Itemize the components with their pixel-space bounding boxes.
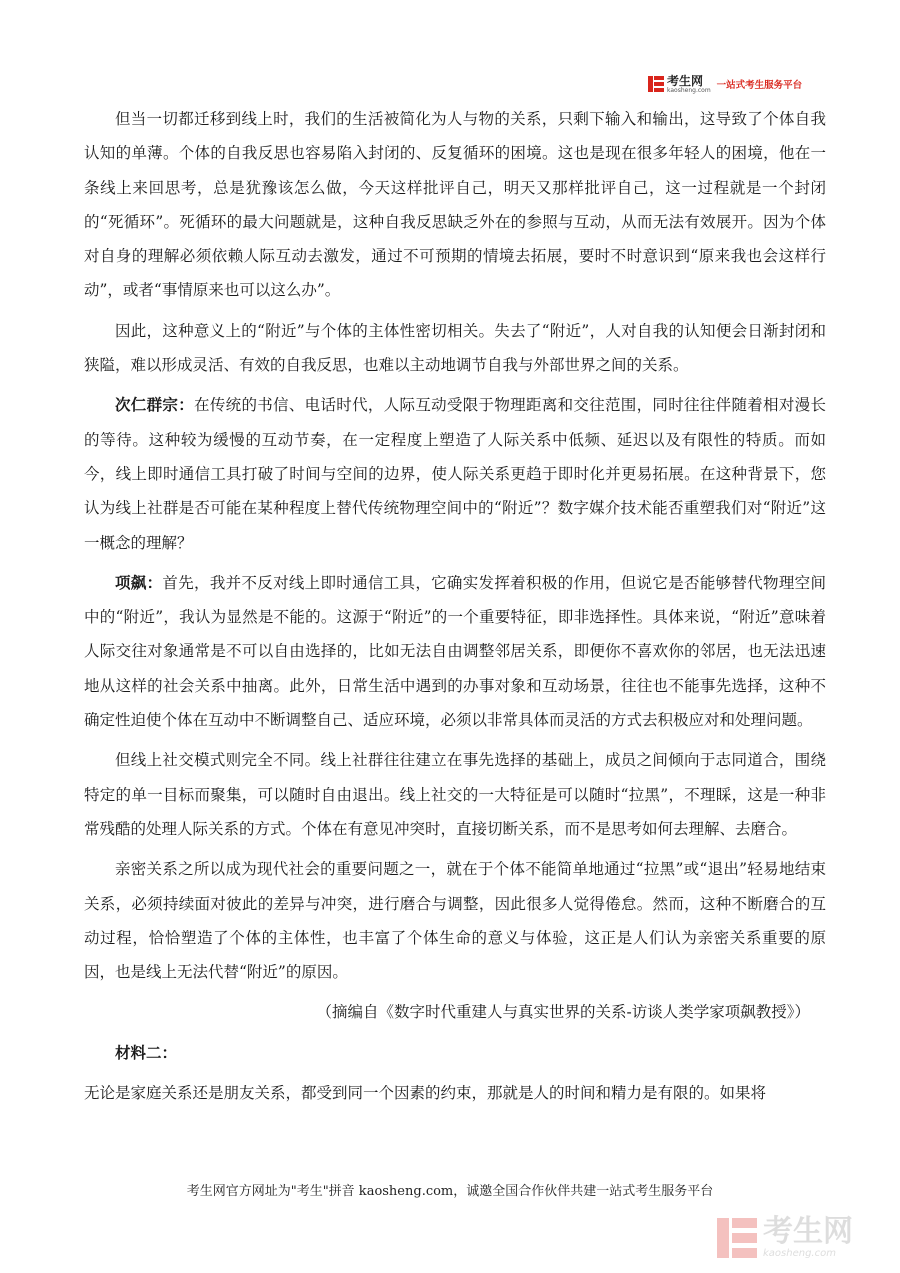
watermark [717, 1210, 887, 1265]
watermark-domain: kaosheng.com [763, 1247, 836, 1259]
kaosheng-watermark-icon [717, 1218, 757, 1258]
article-body [84, 102, 826, 1116]
paragraph: 次仁群宗：在传统的书信、电话时代，人际互动受限于物理距离和交往范围，同时往往伴随着相对漫长的等待。这种较为缓慢的互动节奏，在一定程度上塑造了人际关系中低频、延迟以及有限性的特质。而如今，线上即时通信工具打破了时间与空间的边界，使人际关系更趋于即时化并更易拓展。在这种背景下，您认为线上社群是否可能在某种程度上替代传统物理空间中的“附近”？数字媒介技术能否重塑我们对“附近”这一概念的理解？ [84, 395, 826, 552]
paragraph: 但线上社交模式则完全不同。线上社群往往建立在事先选择的基础上，成员之间倾向于志同道合，围绕特定的单一目标而聚集，可以随时自由退出。线上社交的一大特征是可以随时“拉黑”，不理睬，这是一种非常残酷的处理人际关系的方式。个体在有意见冲突时，直接切断关系，而不是思考如何去理解、去磨合。 [84, 751, 826, 838]
speaker-label: 次仁群宗： [115, 395, 195, 415]
paragraph: 但当一切都迁移到线上时，我们的生活被简化为人与物的关系，只剩下输入和输出，这导致了个体自我认知的单薄。个体的自我反思也容易陷入封闭的、反复循环的困境。这也是现在很多年轻人的困境，他在一条线上来回思考，总是犹豫该怎么做，今天这样批评自己，明天又那样批评自己，这一过程就是一个封闭的“死循环”。死循环的最大问题就是，这种自我反思缺乏外在的参照与互动，从而无法有效展开。因为个体对自身的理解必须依赖人际互动去激发，通过不可预期的情境去拓展，要时不时意识到“原来我也会这样行动”，或者“事情原来也可以这么办”。 [84, 110, 826, 300]
header-logo [648, 74, 818, 94]
page-footer: 考生网官方网址为"考生"拼音 kaosheng.com，诚邀全国合作伙伴共建一站式考生服务平台 [186, 1184, 714, 1199]
section-title: 材料二： [115, 1042, 178, 1062]
paragraph: 无论是家庭关系还是朋友关系，都受到同一个因素的约束，那就是人的时间和精力是有限的。如果将 [84, 1084, 767, 1103]
paragraph: 亲密关系之所以成为现代社会的重要问题之一，就在于个体不能简单地通过“拉黑”或“退出”轻易地结束关系，必须持续面对彼此的差异与冲突，进行磨合与调整，因此很多人觉得倦怠。然而，这种不断磨合的互动过程，恰恰塑造了个体的主体性，也丰富了个体生命的意义与体验，这正是人们认为亲密关系重要的原因，也是线上无法代替“附近”的原因。 [84, 860, 826, 982]
logo-slogan: 一站式考生服务平台 [716, 80, 803, 91]
speaker-label: 项飙： [115, 572, 163, 592]
kaosheng-logo-icon [648, 76, 664, 92]
source-citation: （摘编自《数字时代重建人与真实世界的关系-访谈人类学家项飙教授》） [316, 1003, 810, 1022]
watermark-name: 考生网 [763, 1213, 853, 1249]
logo-name: 考生网 [667, 73, 704, 88]
paragraph: 因此，这种意义上的“附近”与个体的主体性密切相关。失去了“附近”，人对自我的认知便会日渐封闭和狭隘，难以形成灵活、有效的自我反思，也难以主动地调节自我与外部世界之间的关系。 [84, 321, 826, 375]
logo-domain: kaosheng.com [667, 86, 711, 94]
paragraph: 项飙：首先，我并不反对线上即时通信工具，它确实发挥着积极的作用，但说它是否能够替代物理空间中的“附近”，我认为显然是不能的。这源于“附近”的一个重要特征，即非选择性。具体来说，“附近”意味着人际交往对象通常是不可以自由选择的，比如无法自由调整邻居关系，即便你不喜欢你的邻居，也无法迅速地从这样的社会关系中抽离。此外，日常生活中遇到的办事对象和互动场景，往往也不能事先选择，这种不确定性迫使个体在互动中不断调整自己、适应环境，必须以非常具体而灵活的方式去积极应对和处理问题。 [84, 572, 826, 730]
